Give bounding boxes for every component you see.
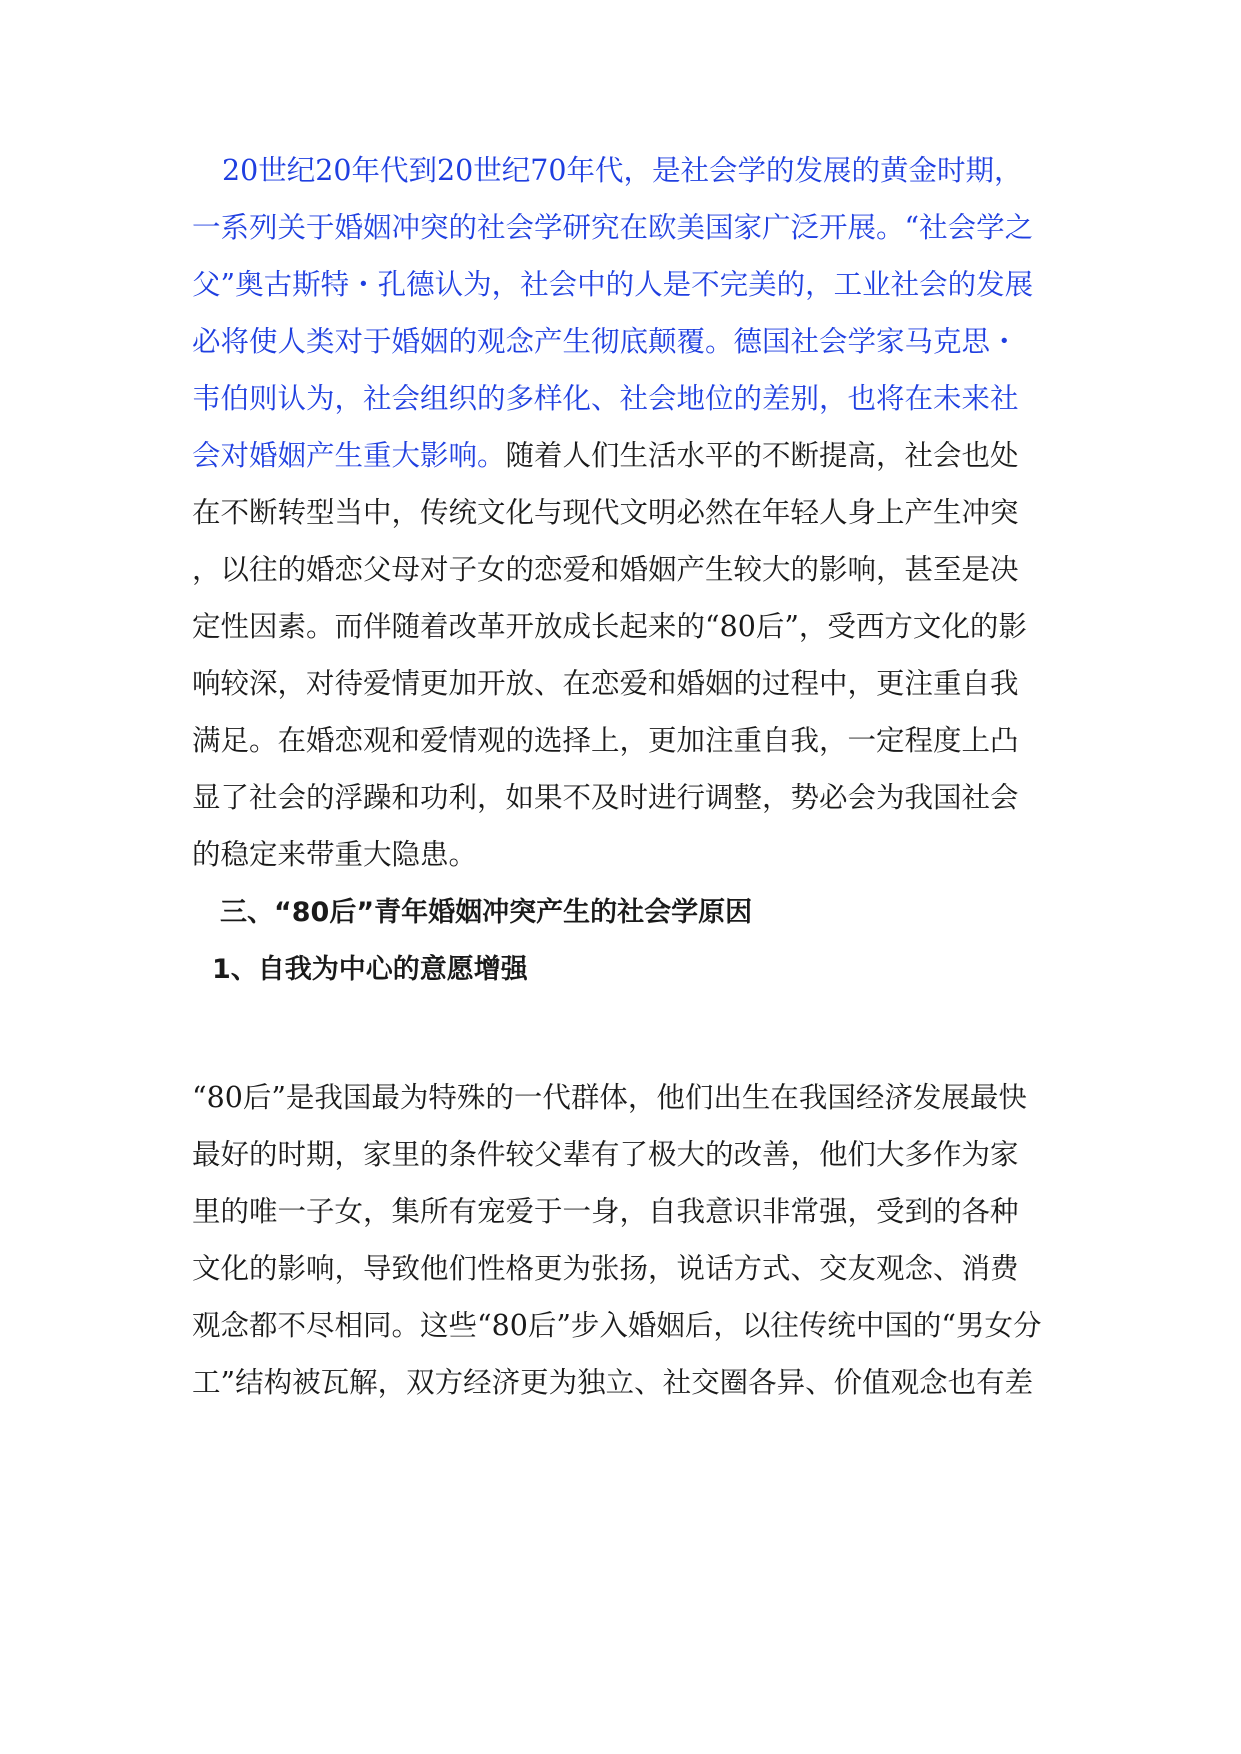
paragraph-2-line-1: “80后”是我国最为特殊的一代群体，他们出生在我国经济发展最快	[192, 1081, 1027, 1114]
subsection-heading: 1、自我为中心的意愿增强	[212, 954, 528, 985]
paragraph-1-line-12: 显了社会的浮躁和功利，如果不及时进行调整，势必会为我国社会	[192, 781, 1019, 814]
section-heading: 三、“80后”青年婚姻冲突产生的社会学原因	[220, 897, 753, 928]
paragraph-1-line-3: 父”奥古斯特・孔德认为，社会中的人是不完美的，工业社会的发展	[192, 268, 1034, 301]
paragraph-2-line-2: 最好的时期，家里的条件较父辈有了极大的改善，他们大多作为家	[192, 1138, 1019, 1171]
paragraph-1-line-9: 定性因素。而伴随着改革开放成长起来的“80后”，受西方文化的影	[192, 610, 1027, 643]
paragraph-1-line-11: 满足。在婚恋观和爱情观的选择上，更加注重自我，一定程度上凸	[192, 724, 1019, 757]
body-text: 随着人们生活水平的不断提高，社会也处	[505, 439, 1019, 472]
paragraph-2-line-6: 工”结构被瓦解，双方经济更为独立、社交圈各异、价值观念也有差	[192, 1366, 1034, 1399]
paragraph-1-line-8: ，以往的婚恋父母对子女的恋爱和婚姻产生较大的影响，甚至是决	[192, 553, 1019, 586]
paragraph-2-line-4: 文化的影响，导致他们性格更为张扬，说话方式、交友观念、消费	[192, 1252, 1019, 1285]
paragraph-1-line-2: 一系列关于婚姻冲突的社会学研究在欧美国家广泛开展。“社会学之	[192, 211, 1034, 244]
paragraph-2-line-5: 观念都不尽相同。这些“80后”步入婚姻后，以往传统中国的“男女分	[192, 1309, 1042, 1342]
paragraph-2-line-3: 里的唯一子女，集所有宠爱于一身，自我意识非常强，受到的各种	[192, 1195, 1019, 1228]
highlighted-text: 会对婚姻产生重大影响。	[192, 439, 506, 472]
paragraph-1-line-1: 20世纪20年代到20世纪70年代，是社会学的发展的黄金时期，	[222, 154, 1023, 187]
paragraph-1-line-5: 韦伯则认为，社会组织的多样化、社会地位的差别，也将在未来社	[192, 382, 1019, 415]
paragraph-1-line-6	[192, 436, 1019, 476]
paragraph-1-line-7: 在不断转型当中，传统文化与现代文明必然在年轻人身上产生冲突	[192, 496, 1019, 529]
paragraph-1-line-4: 必将使人类对于婚姻的观念产生彻底颠覆。德国社会学家马克思・	[192, 325, 1019, 358]
paragraph-1-line-13: 的稳定来带重大隐患。	[192, 838, 478, 871]
paragraph-1-line-10: 响较深，对待爱情更加开放、在恋爱和婚姻的过程中，更注重自我	[192, 667, 1019, 700]
